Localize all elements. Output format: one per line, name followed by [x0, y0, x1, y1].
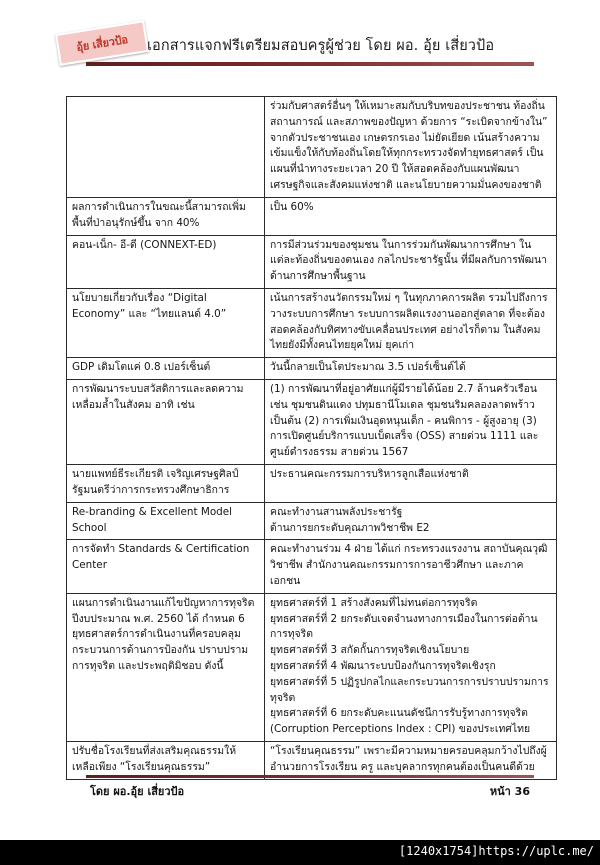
cell-paragraph: แผนการดำเนินงานแก้ไขปัญหาการทุจริตปีงบประมาณ พ.ศ. 2560 ได้ กำหนด 6 ยุทธศาสตร์การดำเนินงานที่ครอบคลุมกระบวนการด้านการป้องกัน ปราบปรามการทุจริต และประพฤติมิชอบ ดังนี้ — [72, 596, 255, 672]
cell-paragraph: ด้านการยกระดับคุณภาพวิชาชีพ E2 — [270, 521, 430, 534]
cell-paragraph: ยุทธศาสตร์ที่ 1 สร้างสังคมที่ไม่ทนต่อการทุจริต — [270, 596, 478, 609]
cell-paragraph: คอน-เน็ก- อี-ดี (CONNEXT-ED) — [72, 238, 217, 251]
table-cell-topic — [67, 235, 265, 288]
table-row — [67, 540, 557, 593]
table-cell-topic — [67, 197, 265, 235]
cell-paragraph: “โรงเรียนคุณธรรม” เพราะมีความหมายครอบคลุมกว้างไปถึงผู้อำนวยการโรงเรียน ครู และบุคลากรทุกคนต้องเป็นคนดีด้วย — [270, 745, 547, 773]
cell-paragraph: ประธานคณะกรรมการบริหารลูกเสือแห่งชาติ — [270, 468, 469, 481]
table-cell-detail — [265, 502, 557, 540]
table-cell-detail — [265, 235, 557, 288]
table-row — [67, 465, 557, 503]
page-footer — [66, 782, 534, 800]
cell-paragraph: การพัฒนาระบบสวัสดิการและลดความเหลื่อมล้ำในสังคม อาทิ เช่น — [72, 383, 244, 411]
table-row — [67, 502, 557, 540]
table-cell-detail — [265, 465, 557, 503]
cell-paragraph: ร่วมกับศาสตร์อื่นๆ ให้เหมาะสมกับบริบทของประชาชน ท้องถิ่น สถานการณ์ และสภาพของปัญหา ด้วยการ “ระเบิดจากข้างใน” จากตัวประชาชนเอง เกษตรกรเอง ไม่ยัดเยียด เน้นสร้างความเข้มแข็งให้กับท้องถิ่นโดยให้ทุกกระทรวงจัดทำยุทธศาสตร์ เป็นแผนที่นำทางระยะเวลา 20 ปี ให้สอดคล้องกับแผนพัฒนาเศรษฐกิจและสังคมแห่งชาติ และนโยบายความมั่นคงของชาติ — [270, 100, 548, 192]
cell-paragraph: ยุทธศาสตร์ที่ 5 ปฏิรูปกลไกและกระบวนการการปราบปรามการทุจริต — [270, 675, 549, 704]
table-cell-detail — [265, 540, 557, 593]
table-cell-topic — [67, 593, 265, 741]
cell-paragraph: GDP เดิมโตแค่ 0.8 เปอร์เซ็นต์ — [72, 361, 211, 374]
site-logo-badge — [55, 20, 149, 66]
cell-paragraph: ยุทธศาสตร์ที่ 6 ยกระดับคะแนนดัชนีการรับรู้ทางการทุจริต (Corruption Perceptions Index : CPI) ของประเทศไทย — [270, 707, 531, 736]
footer-divider — [86, 775, 534, 778]
table-cell-topic — [67, 540, 265, 593]
table-row — [67, 380, 557, 465]
table-cell-detail — [265, 288, 557, 357]
table-cell-topic — [67, 288, 265, 357]
table-cell-topic — [67, 465, 265, 503]
table-row — [67, 235, 557, 288]
table-body — [67, 97, 557, 780]
cell-paragraph: (1) การพัฒนาที่อยู่อาศัยแก่ผู้มีรายได้น้อย 2.7 ล้านครัวเรือน เช่น ชุมชนดินแดง ปทุมธานีโมเดล ชุมชนริมคลองลาดพร้าว เป็นต้น (2) การเพิ่มเงินอุดหนุนเด็ก - คนพิการ - ผู้สูงอายุ (3) การเปิดศูนย์บริการแบบเบ็ดเสร็จ (OSS) สายด่วน 1111 และศูนย์ดำรงธรรม สายด่วน 1567 — [270, 383, 539, 459]
cell-paragraph: เน้นการสร้างนวัตกรรมใหม่ ๆ ในทุกภาคการผลิต รวมไปถึงการวางระบบการศึกษา ระบบการผลิตแรงงานออกสู่ตลาด ที่จะต้องสอดคล้องกับทิศทางขับเคลื่อนประเทศ อย่างไรก็ตาม ในสังคมไทยยังมีทั้งคนไทยยุคใหม่ ยุคเก่า — [270, 291, 548, 352]
table-cell-topic — [67, 380, 265, 465]
table-row — [67, 197, 557, 235]
content-table — [66, 96, 557, 780]
cell-paragraph: นโยบายเกี่ยวกับเรื่อง “Digital Economy” และ “ไทยแลนด์ 4.0” — [72, 291, 227, 320]
cell-paragraph: ผลการดำเนินการในขณะนี้สามารถเพิ่มพื้นที่ป่าอนุรักษ์ขึ้น จาก 40% — [72, 200, 246, 229]
page-header — [0, 0, 600, 64]
table-row — [67, 288, 557, 357]
cell-paragraph: ยุทธศาสตร์ที่ 3 สกัดกั้นการทุจริตเชิงนโยบาย — [270, 644, 470, 657]
cell-paragraph: คณะทำงานร่วม 4 ฝ่าย ได้แก่ กระทรวงแรงงาน สถาบันคุณวุฒิวิชาชีพ สำนักงานคณะกรรมการการอาชีวศึกษา และภาคเอกชน — [270, 543, 548, 587]
cell-paragraph: เป็น 60% — [270, 200, 314, 213]
site-logo-text: อุ้ย เสี่ยวป้อ — [75, 32, 129, 54]
footer-page-number: หน้า 36 — [489, 785, 530, 798]
table-cell-detail — [265, 380, 557, 465]
table-cell-detail — [265, 97, 557, 198]
cell-paragraph: Re-branding & Excellent Model School — [72, 505, 233, 534]
cell-paragraph: ยุทธศาสตร์ที่ 4 พัฒนาระบบป้องกันการทุจริตเชิงรุก — [270, 660, 496, 672]
table-cell-topic — [67, 358, 265, 380]
table-cell-topic — [67, 742, 265, 780]
cell-paragraph: นายแพทย์ธีระเกียรติ เจริญเศรษฐศิลป์ รัฐมนตรีว่าการกระทรวงศึกษาธิการ — [72, 468, 239, 496]
table-row — [67, 97, 557, 198]
table-cell-detail — [265, 197, 557, 235]
table-cell-topic — [67, 97, 265, 198]
cell-paragraph: การมีส่วนร่วมของชุมชน ในการร่วมกันพัฒนาการศึกษา ในแต่ละท้องถิ่นของตนเอง กลไกประชารัฐนั้น ที่มีผลกับการพัฒนาด้านการศึกษาพื้นฐาน — [270, 238, 547, 283]
table-cell-detail — [265, 742, 557, 780]
cell-paragraph: คณะทำงานสานพลังประชารัฐ — [270, 505, 403, 518]
table-cell-detail — [265, 593, 557, 741]
cell-paragraph: ยุทธศาสตร์ที่ 2 ยกระดับเจตจำนงทางการเมืองในการต่อต้านการทุจริต — [270, 612, 538, 641]
cell-paragraph: การจัดทำ Standards & Certification Center — [72, 543, 250, 572]
table-row — [67, 358, 557, 380]
cell-paragraph: ปรับชื่อโรงเรียนที่ส่งเสริมคุณธรรมให้เหลือเพียง “โรงเรียนคุณธรรม” — [72, 745, 237, 773]
table-row — [67, 593, 557, 741]
watermark-label: [1240x1754]https://uplc.me/ — [398, 844, 594, 858]
page-title: เอกสารแจกฟรีเตรียมสอบครูผู้ช่วย โดย ผอ. อุ้ย เสี่ยวป้อ — [147, 38, 495, 54]
header-divider — [86, 62, 534, 66]
footer-author: โดย ผอ.อุ้ย เสี่ยวป้อ — [90, 785, 185, 798]
table-cell-topic — [67, 502, 265, 540]
cell-paragraph: วันนี้กลายเป็นโตประมาณ 3.5 เปอร์เซ็นต์ได้ — [270, 361, 466, 374]
table-cell-detail — [265, 358, 557, 380]
table-row — [67, 742, 557, 780]
